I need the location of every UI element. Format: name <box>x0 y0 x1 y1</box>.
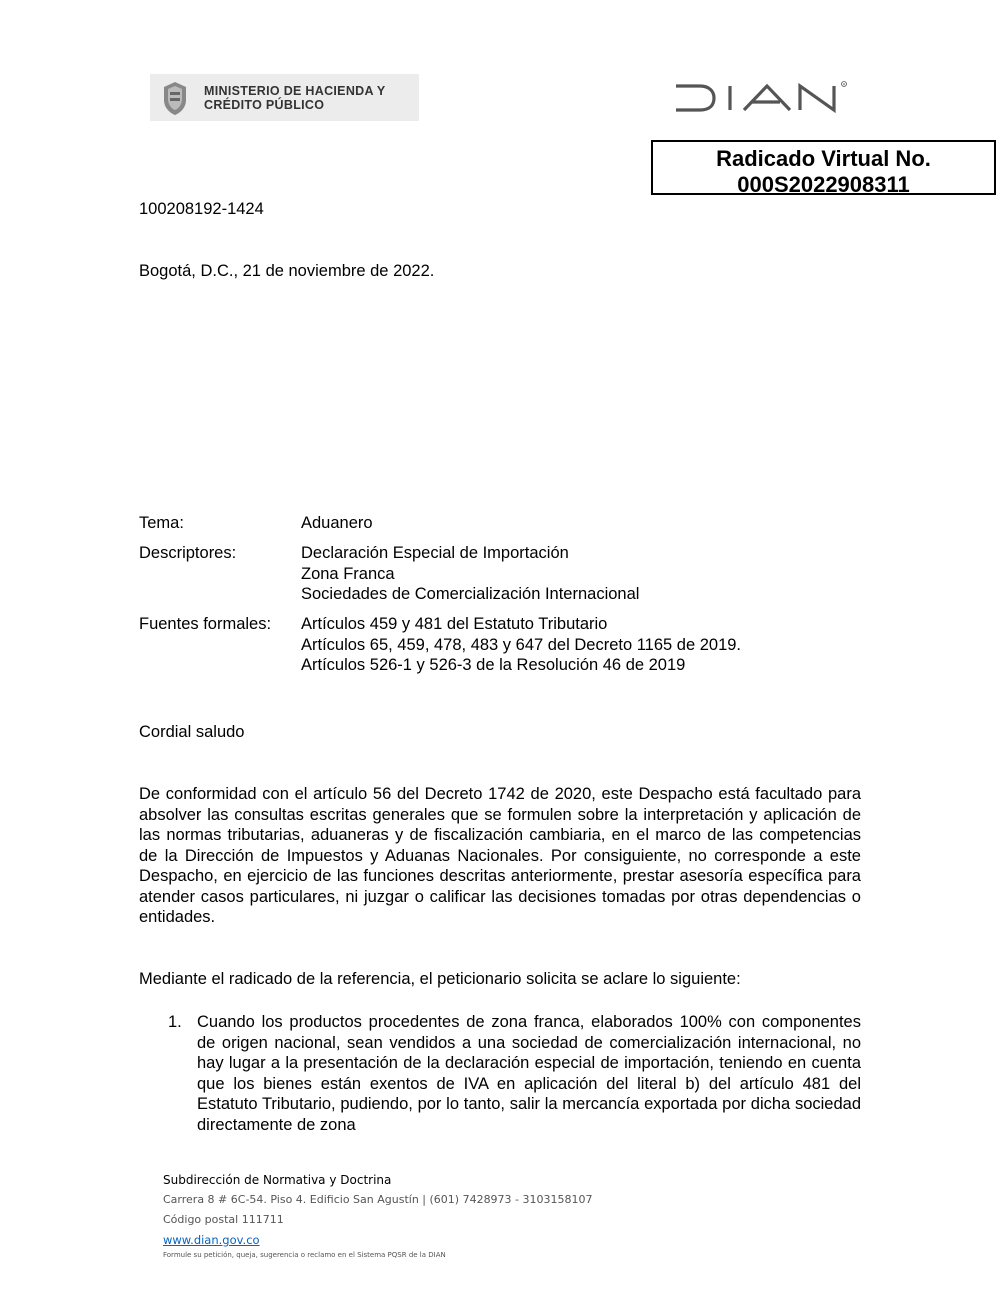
descriptor-item: Zona Franca <box>301 564 395 583</box>
list-item-number: 1. <box>168 1013 182 1031</box>
ministry-logo <box>150 74 419 121</box>
fuentes-label: Fuentes formales: <box>139 615 272 633</box>
fuentes-list <box>301 614 741 676</box>
body-paragraph-1: De conformidad con el artículo 56 del Decreto 1742 de 2020, este Despacho está facultado para absolver las consultas escritas generales que se formulen sobre la interpretación y aplicación de las normas tributarias, aduaneras y de fiscalización cambiaria, en el marco de las competencias de la Dirección de Impuestos y Aduanas Nacionales. Por consiguiente, no corresponde a este Despacho, en ejercicio de las funciones descritas anteriormente, prestar asesoría específica para atender casos particulares, ni juzgar o calificar las decisiones tomadas por otras dependencias o entidades. <box>139 785 861 926</box>
reference-number: 100208192-1424 <box>139 200 264 218</box>
descriptor-item: Declaración Especial de Importación <box>301 544 569 562</box>
greeting: Cordial saludo <box>139 723 245 741</box>
colombia-seal-icon <box>160 80 190 116</box>
tema-label: Tema: <box>139 514 184 532</box>
list-item-text: Cuando los productos procedentes de zona franca, elaborados 100% con componentes de origen nacional, sean vendidos a una sociedad de comercialización internacional, no hay lugar a la presentación de la declaración especial de importación, teniendo en cuenta que los bienes están exentos de IVA en aplicación del literal b) del artículo 481 del Estatuto Tributario, pudiendo, por lo tanto, salir la mercancía exportada por dicha sociedad directamente de zona <box>197 1013 861 1134</box>
fuente-item: Artículos 65, 459, 478, 483 y 647 del Decreto 1165 de 2019. <box>301 635 742 654</box>
footer-address: Carrera 8 # 6C-54. Piso 4. Edificio San Agustín | (601) 7428973 - 3103158107 <box>163 1193 593 1206</box>
ministry-name <box>204 84 386 112</box>
radicado-box <box>651 140 996 195</box>
svg-text:R: R <box>842 81 846 87</box>
footer-pqsr-note: Formule su petición, queja, sugerencia o reclamo en el Sistema PQSR de la DIAN <box>163 1251 446 1259</box>
body-paragraph-2: Mediante el radicado de la referencia, el peticionario solicita se aclare lo siguiente: <box>139 970 741 988</box>
footer <box>163 1171 593 1260</box>
descriptor-item: Sociedades de Comercialización Internacional <box>301 585 640 603</box>
fuente-item: Artículos 459 y 481 del Estatuto Tributario <box>301 615 608 633</box>
footer-postal: Código postal 111711 <box>163 1213 284 1226</box>
ministry-name-line-2: CRÉDITO PÚBLICO <box>204 97 325 112</box>
footer-website-link[interactable]: www.dian.gov.co <box>163 1233 260 1247</box>
ministry-name-line-1: MINISTERIO DE HACIENDA Y <box>204 83 386 98</box>
date-line: Bogotá, D.C., 21 de noviembre de 2022. <box>139 262 435 280</box>
tema-value: Aduanero <box>301 514 373 532</box>
descriptores-list <box>301 543 639 605</box>
radicado-label: Radicado Virtual No. <box>716 146 931 171</box>
dian-logo <box>672 78 852 118</box>
fuente-item: Artículos 526-1 y 526-3 de la Resolución 46 de 2019 <box>301 656 686 674</box>
radicado-number: 000S2022908311 <box>737 172 910 197</box>
footer-office: Subdirección de Normativa y Doctrina <box>163 1173 392 1187</box>
descriptores-label: Descriptores: <box>139 544 237 562</box>
